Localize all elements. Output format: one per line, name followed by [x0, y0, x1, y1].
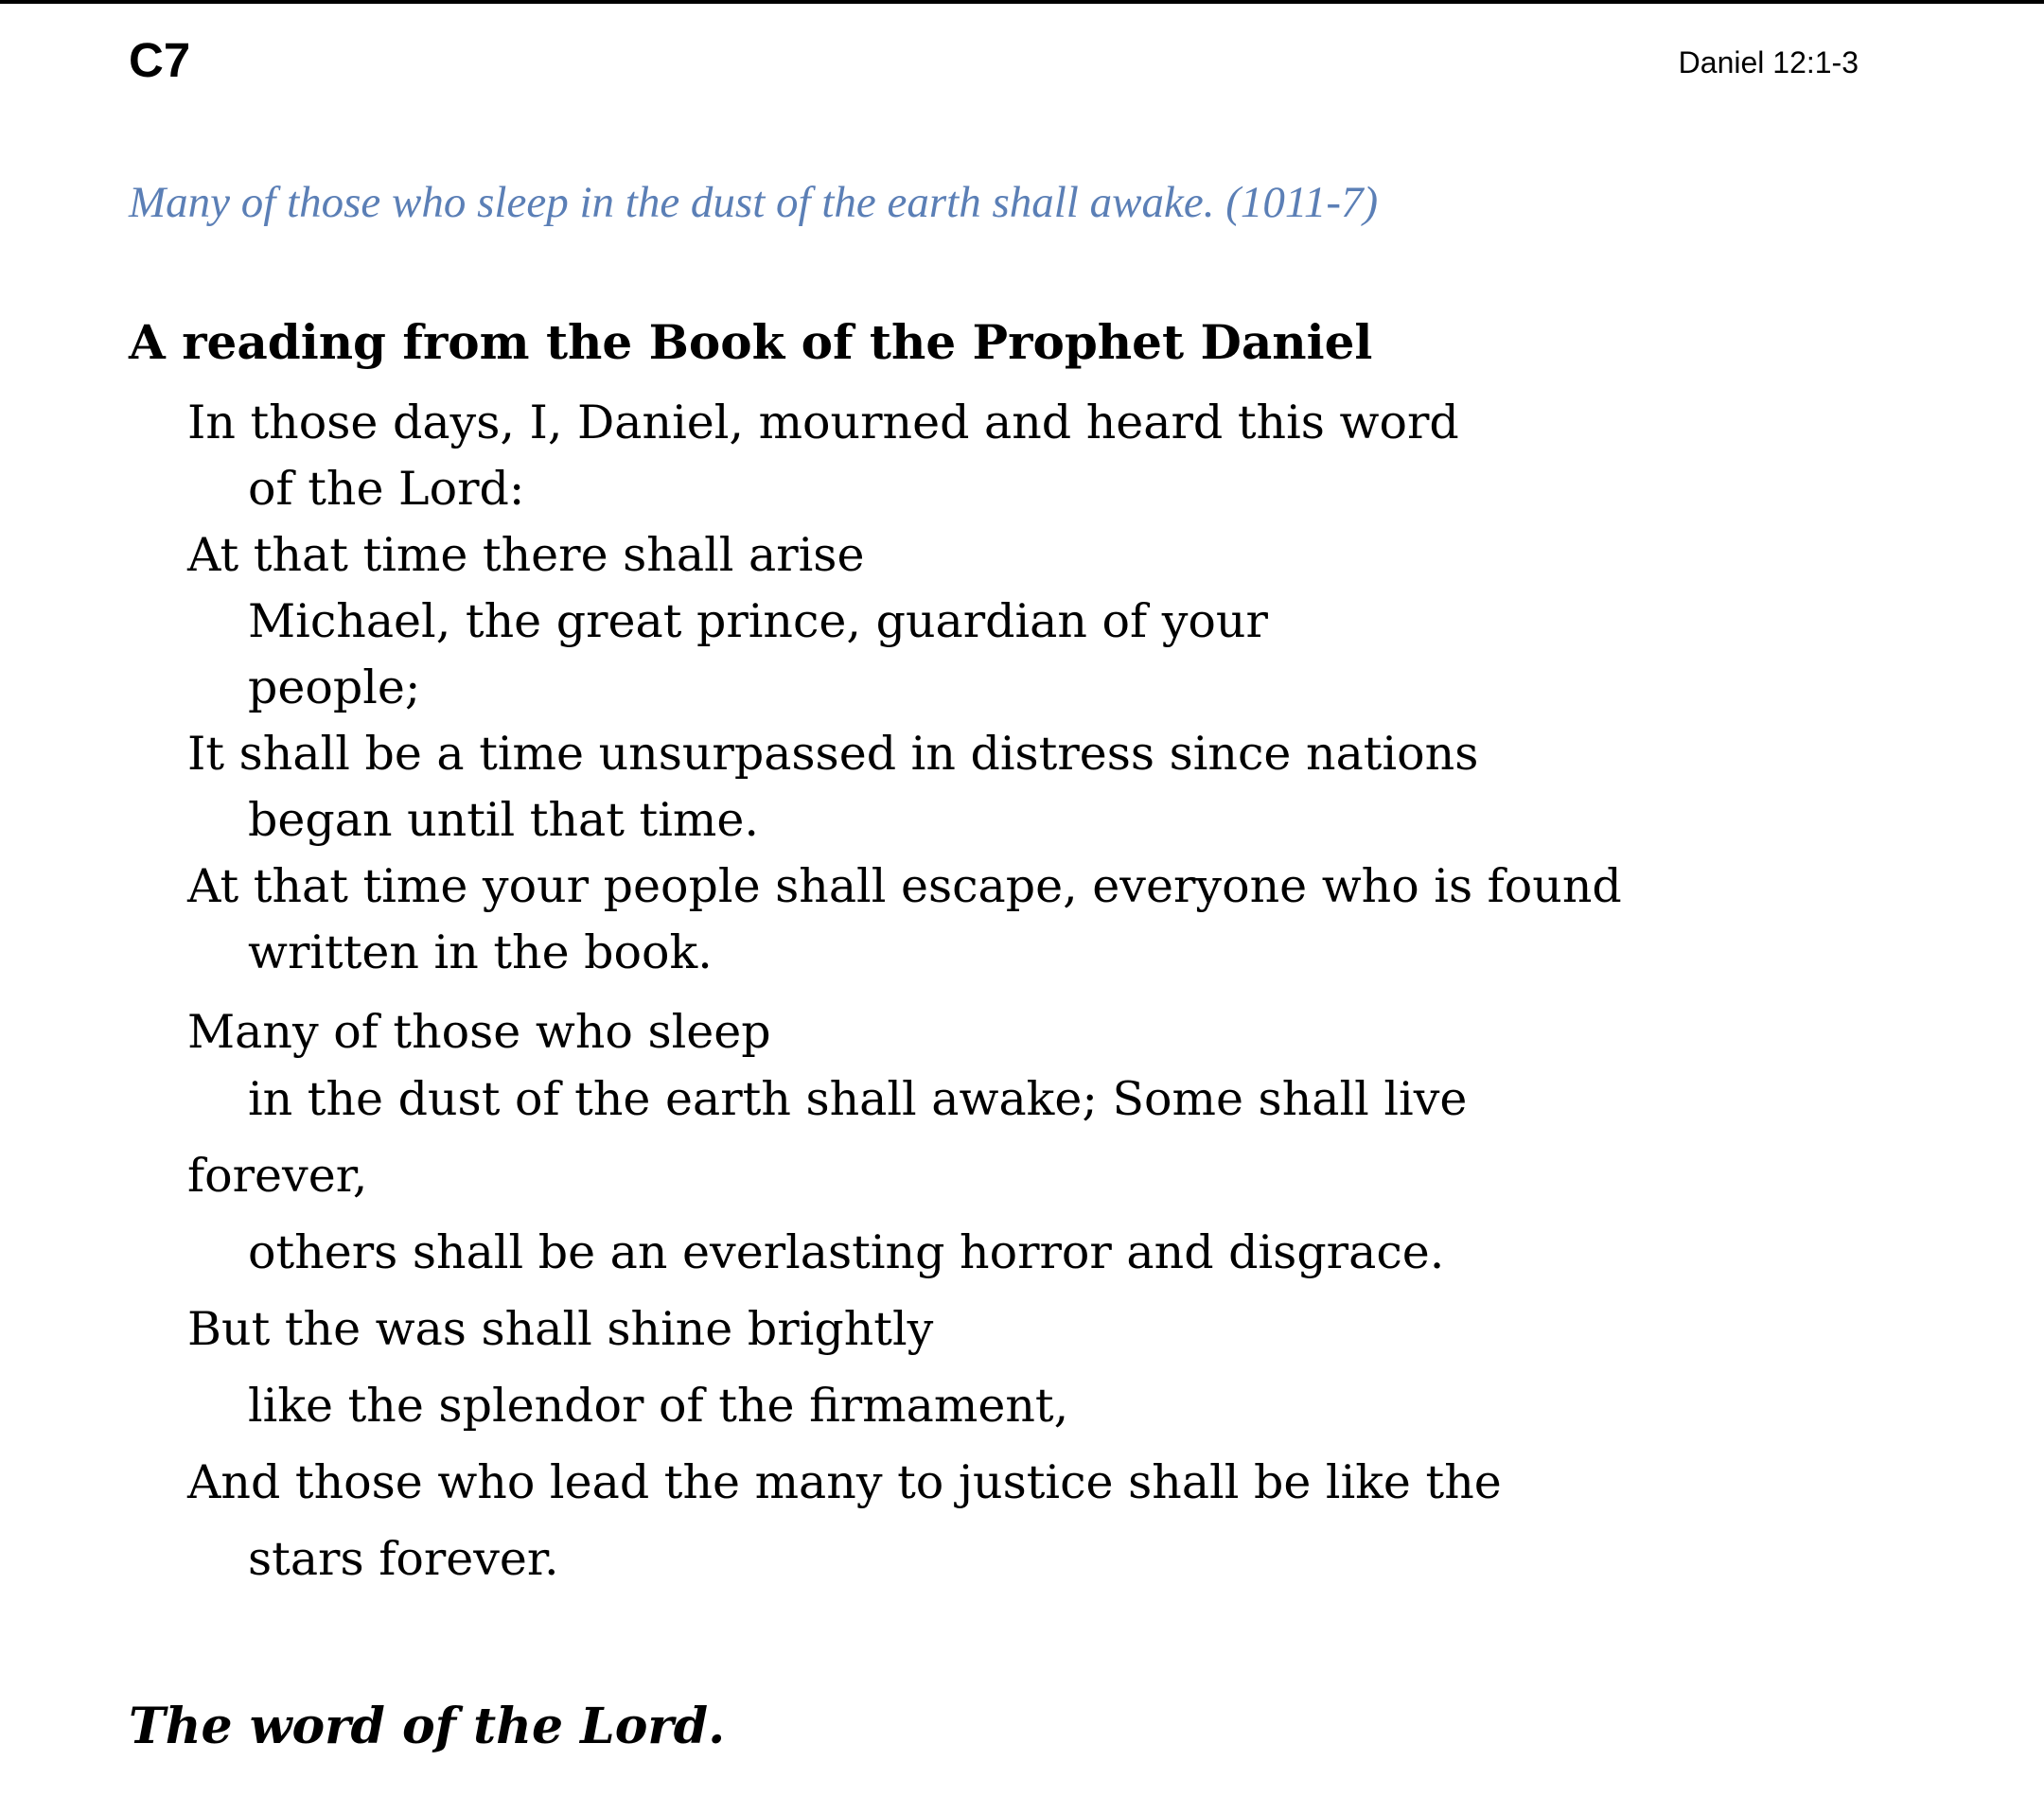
reading-line: others shall be an everlasting horror and disgrace.	[248, 1225, 1445, 1279]
reading-line: began until that time.	[248, 793, 759, 847]
reading-line: Michael, the great prince, guardian of your	[248, 594, 1268, 648]
reading-line: It shall be a time unsurpassed in distress since nations	[187, 727, 1479, 781]
reading-line: Many of those who sleep	[187, 1005, 771, 1059]
reading-line: At that time your people shall escape, everyone who is found	[187, 859, 1622, 913]
reading-line: of the Lord:	[248, 462, 525, 516]
reading-heading: A reading from the Book of the Prophet Daniel	[129, 314, 1373, 370]
reading-line: And those who lead the many to justice shall be like the	[187, 1455, 1502, 1509]
reading-line: But the was shall shine brightly	[187, 1302, 934, 1356]
reading-line: stars forever.	[248, 1532, 559, 1586]
top-rule	[0, 0, 2044, 4]
reading-line: like the splendor of the firmament,	[248, 1379, 1069, 1433]
reading-line: At that time there shall arise	[187, 528, 865, 582]
reading-line: In those days, I, Daniel, mourned and heard this word	[187, 396, 1459, 449]
reading-line: in the dust of the earth shall awake; Some shall live	[248, 1072, 1468, 1126]
reading-line: people;	[248, 660, 421, 714]
scripture-citation: Daniel 12:1-3	[1678, 45, 1859, 79]
reading-line: written in the book.	[248, 925, 713, 979]
reading-code: C7	[129, 33, 191, 87]
reading-summary: Many of those who sleep in the dust of the earth shall awake. (1011-7)	[129, 178, 1379, 227]
closing-acclamation: The word of the Lord.	[129, 1698, 726, 1755]
reading-line: forever,	[187, 1149, 368, 1203]
